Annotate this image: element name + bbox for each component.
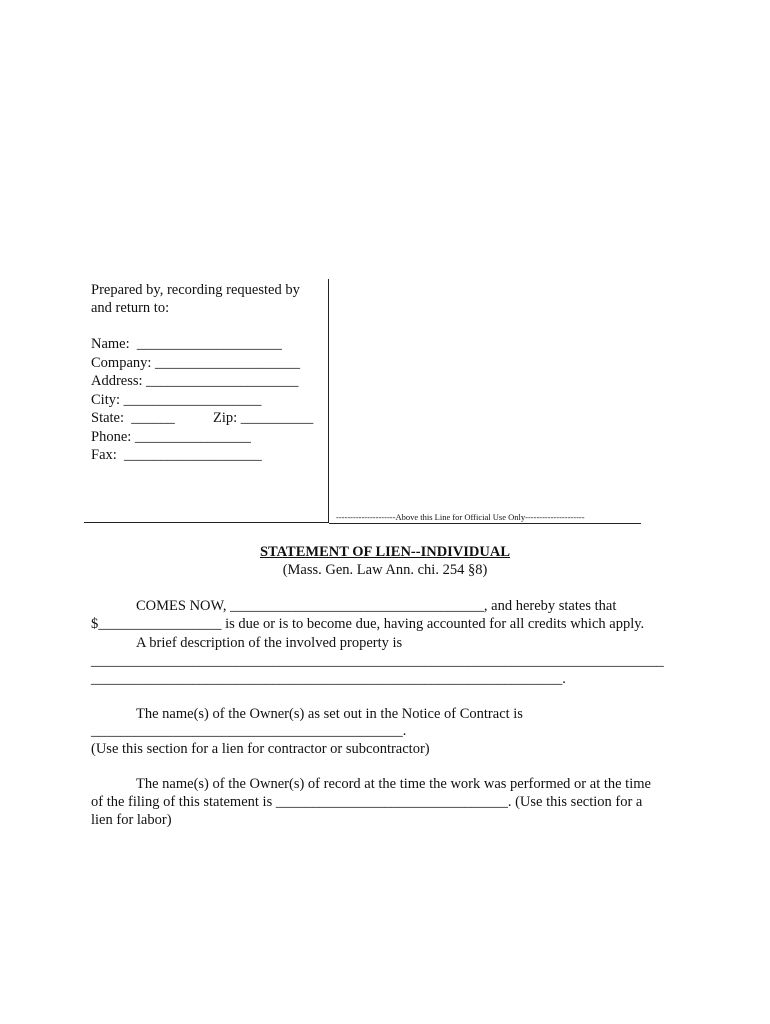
document-subtitle: (Mass. Gen. Law Ann. chi. 254 §8) (282, 562, 488, 578)
state-field: State: ______ (91, 410, 175, 426)
recording-rule-left (84, 522, 329, 523)
body-p2-line1: The name(s) of the Owner(s) as set out in the Notice of Contract is (136, 706, 523, 722)
body-p1-line4: _______________________________________________________________________________ (91, 653, 664, 669)
body-p1-line3: A brief description of the involved property is (136, 635, 403, 651)
name-field: Name: ____________________ (91, 336, 282, 352)
zip-field: Zip: __________ (213, 410, 314, 426)
recording-divider-vertical (328, 279, 329, 522)
body-p1-line1: COMES NOW, ___________________________________, and hereby states that (136, 598, 617, 614)
return-heading-line2: and return to: (91, 300, 170, 316)
document-title: STATEMENT OF LIEN--INDIVIDUAL (259, 544, 511, 560)
return-heading-line1: Prepared by, recording requested by (91, 282, 300, 298)
body-p1-line2: $_________________ is due or is to become due, having accounted for all credits which apply. (91, 616, 645, 632)
body-p3-line1: The name(s) of the Owner(s) of record at the time the work was performed or at the time (136, 776, 651, 792)
phone-field: Phone: ________________ (91, 429, 251, 445)
address-field: Address: _____________________ (91, 373, 299, 389)
city-field: City: ___________________ (91, 392, 262, 408)
company-field: Company: ____________________ (91, 355, 301, 371)
fax-field: Fax: ___________________ (91, 447, 262, 463)
body-p2-line2: ___________________________________________. (91, 723, 407, 739)
body-p3-line2: of the filing of this statement is ________________________________. (Use this section for a (91, 794, 643, 810)
recording-rule-right (329, 523, 641, 524)
body-p3-line3: lien for labor) (91, 812, 172, 828)
official-use-notice: ---------------------Above this Line for Official Use Only--------------------- (336, 512, 585, 522)
body-p1-line5: _________________________________________________________________. (91, 671, 566, 687)
body-p2-line3: (Use this section for a lien for contractor or subcontractor) (91, 741, 430, 757)
